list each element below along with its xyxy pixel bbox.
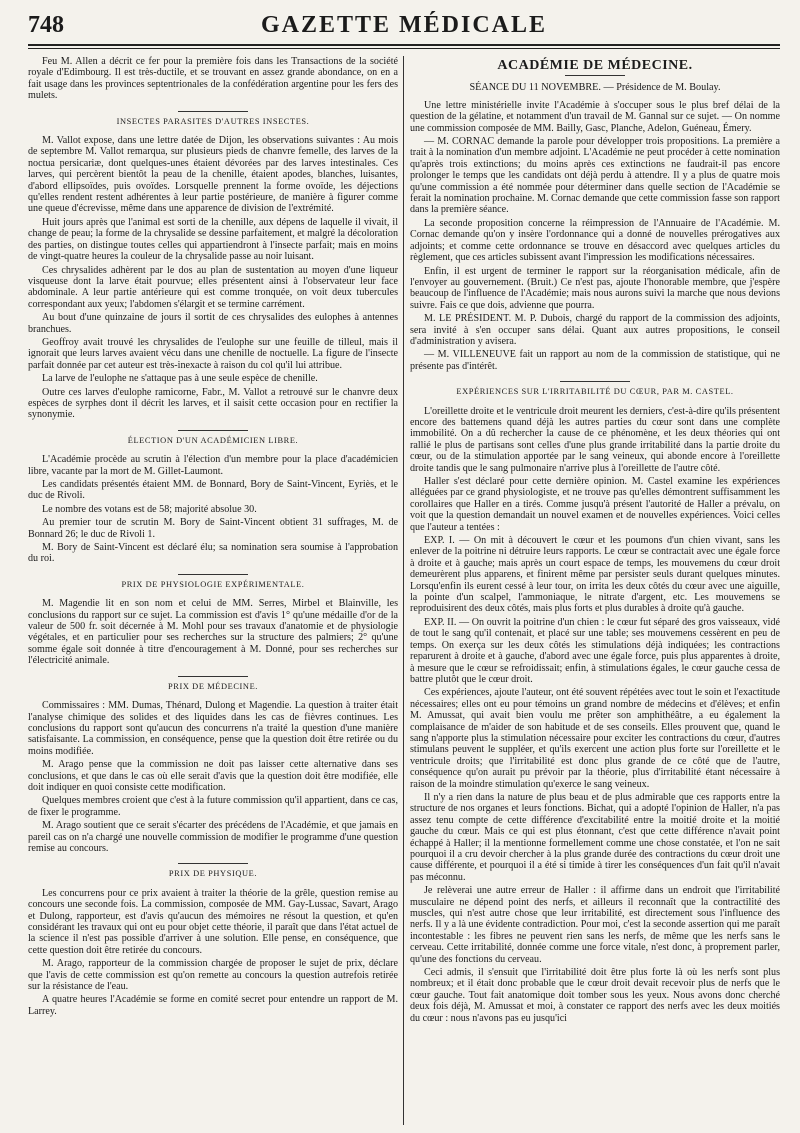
paragraph: La larve de l'eulophe ne s'attaque pas à une seule espèce de chenille. [42,373,318,385]
section-heading: EXPÉRIENCES SUR L'IRRITABILITÉ DU CŒUR, PAR M. CASTEL. [410,381,780,397]
paragraph: Ces chrysalides adhèrent par le dos au plan de sustentation au moyen d'une liqueur visqueuse dont la larve était pourvue; elles présentent ainsi à l'observateur leur face abdominale. A leur partie antérieure qui est comme tronquée, on voit deux tubercules correspondant aux yeux; l'abdomen s'élargit et se termine carrément. [28,264,398,310]
paragraph: Quelques membres croient que c'est à la future commission qu'il appartient, dans ce cas, de fixer le programme. [28,795,398,818]
paragraph: Une lettre ministérielle invite l'Académie à s'occuper sous le plus bref délai de la question de la gélatine, et notamment d'un travail de M. Gannal sur ce sujet. — On nomme une commission composée de MM. Bailly, Gasc, Planche, Adelon, Guéneau, Émery. [410,99,780,134]
section-heading: PRIX DE MÉDECINE. [28,676,398,692]
page-number: 748 [28,12,64,38]
paragraph: M. Arago pense que la commission ne doit pas laisser cette alternative dans ses conclusions, et que dans le cas où elle serait d'avis que la question doit être modifiée, elle doit indiquer en quoi consiste cette modification. [28,759,398,793]
paragraph: Les candidats présentés étaient MM. de Bonnard, Bory de Saint-Vincent, Eyriès, et le duc de Rivoli. [28,479,398,502]
paragraph: Ces expériences, ajoute l'auteur, ont été souvent répétées avec tout le soin et l'exactitude nécessaires; elles ont eu pour témoins un grand nombre de médecins et d'élèves; et enfin M. Amussat, qui avait bien voulu me prêter son amphithéâtre, a eu également la complaisance de m'aider de son habitude et de ses conseils. Elles prouvent que, quand le sang n'apporte plus la stimulation nécessaire pour exciter les contractions du cœur, d'autres stimulans peuvent le suppléer, et qu'ils exercent une action plus forte sur l'oreillette et le ventricule droits; que l'irritabilité est donc plus grande de ce côté que de l'autre, conséquence qu'on aurait pu prévoir par la théorie, plus d'irritabilité étant nécessaire à raison de la moindre stimulation qu'exerce le sang veineux. [410,687,780,790]
paragraph: M. Bory de Saint-Vincent est déclaré élu; sa nomination sera soumise à l'approbation du roi. [28,542,398,565]
paragraph: Ceci admis, il s'ensuit que l'irritabilité doit être plus forte là où les nerfs sont plus nombreux; et il était donc probable que le cœur droit devait recevoir plus de nerfs que le cœur gauche. Tout fait anatomique doit tomber sous les yeux. Nous avons donc cherché deux fois déjà, M. Amussat et moi, à constater ce rapport des nerfs avec les deux moitiés du cœur : nous n'avons pas eu jusqu'ici [410,967,780,1024]
paragraph: Outre ces larves d'eulophe ramicorne, Fabr., M. Vallot a retrouvé sur le chanvre deux espèces de syrphes dont il décrit les larves, et il saisit cette occasion pour en rectifier la synonymie. [28,386,398,421]
paragraph: L'oreillette droite et le ventricule droit meurent les derniers, c'est-à-dire qu'ils présentent encore des battemens quand déjà les autres parties du cœur sont dans une complète immobilité. On a dû rechercher la cause de ce phénomène, et les deux théories qui ont rallié le plus de partisans sont celles d'une plus grande irritabilité dans la partie droite du cœur, ou de la stimulation apportée par le sang veineux, qui abonde encore à l'oreillette droite tandis que le sang pulmonaire n'arrive plus à l'oreillette de l'autre côté. [410,405,780,474]
paragraph: Le nombre des votans est de 58; majorité absolue 30. [42,503,257,515]
paragraph: Enfin, il est urgent de terminer le rapport sur la réorganisation médicale, afin de l'envoyer au gouvernement. (Bruit.) Ce n'est pas, ajoute l'honorable membre, que j'espère beaucoup de l'influence de l'Académie; mais nous aurons suivi la marche que nous devions suivre. Fais ce que dois, advienne que pourra. [410,265,780,311]
paragraph: EXP. I. — On mit à découvert le cœur et les poumons d'un chien vivant, sans les enlever de la poitrine ni détruire leurs rapports. Le cœur se contractait avec une égale force à droite et à gauche; mais après un court espace de temps, les mouvemens du cœur droit demeurèrent plus apparens, et finirent même par persister seuls durant quelques minutes. Lorsqu'enfin ils eurent cessé à leur tour, on irrita les deux côtés du cœur avec une aiguille, la pointe d'un scalpel, l'ammoniaque, le nitrate d'argent, etc. Les mouvemens se reproduisirent des deux côtés, mais plus forts et plus durables à droite qu'à gauche. [410,535,780,615]
paragraph: Au premier tour de scrutin M. Bory de Saint-Vincent obtient 31 suffrages, M. de Bonnard 26; le duc de Rivoli 1. [28,517,398,540]
column-divider [403,56,404,1125]
session-line: SÉANCE DU 11 NOVEMBRE. — Présidence de M. Boulay. [469,82,721,94]
paragraph: Je relèverai une autre erreur de Haller : il affirme dans un endroit que l'irritabilité musculaire ne dépend point des nerfs, et ailleurs il reconnaît que la contractilité des muscles, qui n'est autre chose que leur irritabilité, est directement sous l'influence des nerfs. Il y a là une évidente contradiction. Pour moi, c'est la seconde assertion qui me paraît incontestable : les fibres ne peuvent rien sans les nerfs, de même que les nerfs sans le cerveau. Cette irritabilité, donnée comme une force vitale, n'est donc, à proprement parler, qu'une des fonctions du cerveau. [410,885,780,965]
paragraph: Il n'y a rien dans la nature de plus beau et de plus admirable que ces rapports entre la structure de nos organes et leurs fonctions. Bichat, qui a adopté l'opinion de Haller, n'a pas assez tenu compte de cette différence d'excitabilité entre la moitié droite et la moitié gauche du cœur. Mais ce qui est plus étonnant, c'est que cette différence n'avait point échappé à Haller; il la mentionne formellement comme une chose constatée, et l'on ne sait pourquoi il a cru devoir chercher à la plus grande durée des contractions du cœur droit une cause différente, et pourquoi il a été si timide à tirer les conséquences d'un fait qu'il n'avait pas méconnu. [410,791,780,883]
section-heading: INSECTES PARASITES D'AUTRES INSECTES. [28,111,398,127]
paragraph: Haller s'est déclaré pour cette dernière opinion. M. Castel examine les expériences alléguées par ce grand physiologiste, et ne trouve pas qu'elles démontrent suffisamment les corollaires que Haller en a tirés. Comme jusqu'à présent l'autorité de Haller a prévalu, on voit que la question demandait un nouvel examen et de nouvelles expériences. Voici celles que l'auteur a tentées : [410,476,780,533]
page-header [28,10,780,46]
paragraph: M. Vallot expose, dans une lettre datée de Dijon, les observations suivantes : Au mois de septembre M. Vallot remarqua, sur plusieurs pieds de chanvre femelle, des larves de la noctua persicariæ, dont quelques-unes étaient dévorées par des larves intestinales. Ces larves, qui percèrent bientôt la peau de la chenille, étaient apodes, blanches, luisantes, d'abord ellipsoïdes, puis ovoïdes. Lorsquelle prennent la forme ovoïde, les déjections qu'elles rendent restent adhérentes à leur partie postérieure, de manière à figurer comme une queue d'écrevisse, même dans une apparence de division de l'extrémité. [28,135,398,215]
header-rule [28,48,780,49]
paragraph: M. Arago, rapporteur de la commission chargée de proposer le sujet de prix, déclare que l'avis de cette commission est qu'on remette au concours la question autrefois retirée sur la résistance de l'eau. [28,958,398,993]
paragraph: Au bout d'une quinzaine de jours il sortit de ces chrysalides des eulophes à antennes branchues. [28,312,398,335]
paragraph: M. Arago soutient que ce serait s'écarter des précédens de l'Académie, et que jamais en pareil cas on n'a chargé une nouvelle commission de modifier le programme d'une question remise au concours. [28,820,398,854]
paragraph: — M. CORNAC demande la parole pour développer trois propositions. La première a trait à la nomination d'un membre adjoint. L'Académie ne peut procéder à cette nomination qu'après trois extinctions; du moins après ces extinctions ne faudrait-il pas encore prolonger le temps que les candidats ont déjà perdu à attendre. Il y a plus de quatre mois qu'une commission a été nommée pour déterminer dans quelle section de l'Académie se ferait la nomination prochaine. M. Cornac demande que cette commission fasse son rapport dans la première séance. [410,136,780,216]
section-heading: PRIX DE PHYSIQUE. [28,863,398,879]
section-title: ACADÉMIE DE MÉDECINE. [497,58,693,73]
paragraph: Feu M. Allen a décrit ce fer pour la première fois dans les Transactions de la société royale d'Edimbourg. Il est très-ductile, et se trouvant en assez grande abondance, on en a fait usage dans les provinces septentrionales de la confédération argentine pour les fers des mulets. [28,56,398,102]
section-heading: ÉLECTION D'UN ACADÉMICIEN LIBRE. [28,430,398,446]
right-column [410,56,780,1127]
paragraph: A quatre heures l'Académie se forme en comité secret pour entendre un rapport de M. Larrey. [28,994,398,1017]
paragraph: — M. VILLENEUVE fait un rapport au nom de la commission de statistique, qui ne présente pas d'intérêt. [410,349,780,372]
paragraph: M. Magendie lit en son nom et celui de MM. Serres, Mirbel et Blainville, les conclusions du rapport sur ce sujet. La commission est d'avis 1° qu'une médaille d'or de la valeur de 500 fr. soit décernée à M. Mohl pour ses travaux d'anatomie et de physiologie végétales, et en particulier pour ses recherches sur la structure des palmiers; 2° qu'une somme égale soit donnée à titre d'encouragement à M. Donné, pour ses recherches sur l'électricité animale. [28,598,398,667]
section-heading: PRIX DE PHYSIOLOGIE EXPÉRIMENTALE. [28,574,398,590]
paragraph: Les concurrens pour ce prix avaient à traiter la théorie de la grêle, question remise au concours une seconde fois. La commission, composée de MM. Gay-Lussac, Savart, Arago et Dulong, rapporteur, est d'avis qu'aucun des mémoires ne résout la question, et qu'en considérant les travaux qui ont eu pour objet cette théorie, il paraît que dans l'état actuel de la science il n'est pas possible d'arriver à une solution. Elle pense, en conséquence, que cette question doit être retirée du concours. [28,887,398,956]
paragraph: Geoffroy avait trouvé les chrysalides de l'eulophe sur une feuille de tilleul, mais il ignorait que leurs larves avaient vécu dans une chenille de noctuelle. La figure de l'insecte parfait donnée par cet auteur est très-inexacte à raison du col qu'il lui attribue. [28,336,398,371]
paragraph: EXP. II. — On ouvrit la poitrine d'un chien : le cœur fut séparé des gros vaisseaux, vidé de tout le sang qu'il contenait, et placé sur une table; ses mouvemens cessèrent en peu de temps. On exerça sur les deux côtés les stimulations déjà indiquées; les contractions reparurent à droite et à gauche, d'abord avec une égale force, puis plus apparentes à droite, à mesure que le cœur se refroidissait; enfin, à stimulations égales, le cœur gauche cessa de battre plutôt que le cœur droit. [410,616,780,685]
paragraph: Huit jours après que l'animal est sorti de la chenille, aux dépens de laquelle il vivait, il change de peau; la forme de la chrysalide se dessine parfaitement, et malgré la décoloration des parties, on distingue toutes celles qui appartiendront à l'insecte parfait; mais en moins de vingt-quatre heures la couleur de la chrysalide passe au noir luisant. [28,216,398,263]
journal-title: GAZETTE MÉDICALE [260,12,548,38]
paragraph: M. LE PRÉSIDENT. M. P. Dubois, chargé du rapport de la commission des adjoints, sera invité à s'en occuper sans délai. Quant aux autres propositions, le conseil d'administration y avisera. [410,313,780,347]
left-column [28,56,398,1127]
title-rule [565,75,625,76]
paragraph: La seconde proposition concerne la réimpression de l'Annuaire de l'Académie. M. Cornac demande qu'on y insère l'ordonnance qui a donné de nouvelles prérogatives aux adjoints; et comme cette ordonnance se trouve en désaccord avec quelques articles du règlement, que ces articles subissent avant l'impression les modifications nécessaires. [410,217,780,264]
paragraph: Commissaires : MM. Dumas, Thénard, Dulong et Magendie. La question à traiter était l'analyse chimique des solides et des liquides dans les cas de fièvres continues. Les conclusions du rapport sont qu'aucun des concurrens n'a traité la question d'une manière satisfaisante. La commission, en conséquence, pense que la question doit être retirée ou du moins modifiée. [28,700,398,757]
paragraph: L'Académie procède au scrutin à l'élection d'un membre pour la place d'académicien libre, vacante par la mort de M. Gillet-Laumont. [28,454,398,477]
